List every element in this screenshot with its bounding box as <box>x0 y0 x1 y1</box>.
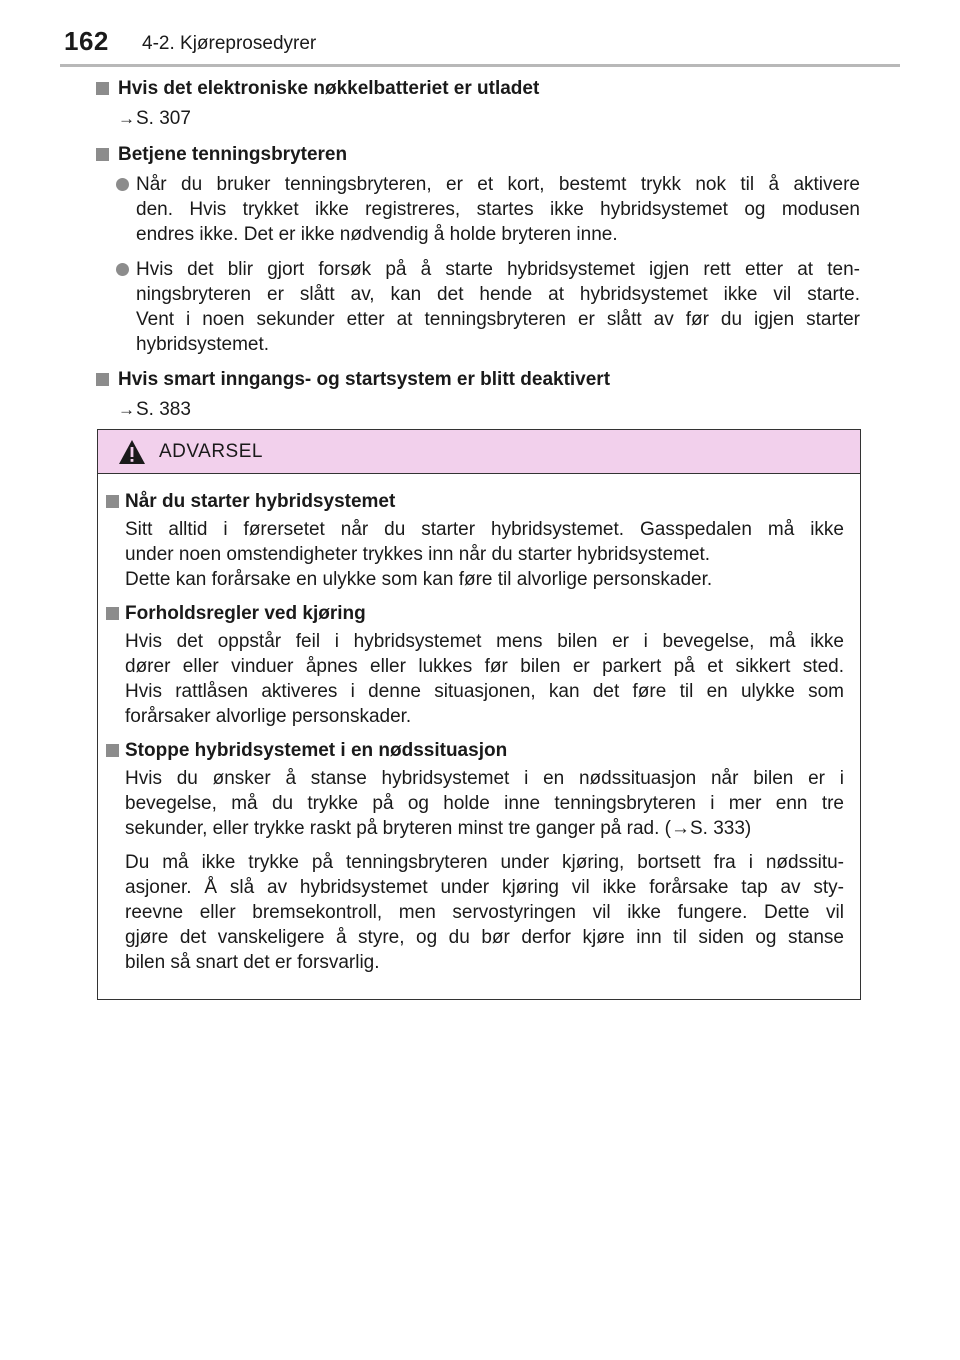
paragraph-line: dører eller vinduer åpnes eller lukkes før bilen er parkert på et sikkert sted. <box>125 656 844 677</box>
paragraph-line: Sitt alltid i førersetet når du starter hybridsystemet. Gasspedalen må ikke <box>125 519 844 540</box>
square-bullet-icon <box>96 82 109 95</box>
heading-text: Betjene tenningsbryteren <box>118 144 348 165</box>
bullet-line: Hvis det blir gjort forsøk på å starte hybridsystemet igjen rett etter at ten- <box>136 259 860 280</box>
main-content <box>96 76 860 433</box>
bullet-line: ningsbryteren er slått av, kan det hende at hybridsystemet ikke vil starte. <box>136 284 860 305</box>
paragraph-line: gjøre det vanskeligere å styre, og du bør derfor kjøre inn til siden og stanse <box>125 927 844 948</box>
warning-triangle-icon <box>118 439 146 465</box>
paragraph-line: forårsaker alvorlige personskader. <box>125 706 412 727</box>
square-bullet-icon <box>106 744 119 757</box>
section-title: 4-2. Kjøreprosedyrer <box>142 33 317 54</box>
paragraph-line: Hvis det oppstår feil i hybridsystemet mens bilen er i bevegelse, må ikke <box>125 631 844 652</box>
paragraph-line: Hvis rattlåsen aktiveres i denne situasjonen, kan det føre til en ulykke som <box>125 681 844 702</box>
bullet-line: hybridsystemet. <box>136 334 270 355</box>
warning-heading-emergency <box>106 738 844 763</box>
reference-text: S. 307 <box>136 108 191 129</box>
warning-box <box>97 429 861 1000</box>
heading-text: Hvis det elektroniske nøkkelbatteriet er utladet <box>118 78 540 99</box>
bullet-line: endres ikke. Det er ikke nødvendig å holde bryteren inne. <box>136 224 618 245</box>
square-bullet-icon <box>106 607 119 620</box>
warning-heading-driving <box>106 601 844 626</box>
heading-battery <box>96 76 860 101</box>
paragraph-line: Du må ikke trykke på tenningsbryteren under kjøring, bortsett fra i nødssitu- <box>125 852 844 873</box>
heading-ignition <box>96 142 860 167</box>
warning-paragraph <box>106 766 844 841</box>
paragraph-line: bilen så snart det er forsvarlig. <box>125 952 380 973</box>
warning-paragraph <box>106 850 844 975</box>
square-bullet-icon <box>106 495 119 508</box>
warning-paragraph <box>106 517 844 592</box>
bullet-item <box>96 172 860 247</box>
paragraph-line: sekunder, eller trykke raskt på bryteren minst tre ganger på rad. (→S. 333) <box>125 818 752 839</box>
circle-bullet-icon <box>116 263 129 276</box>
circle-bullet-icon <box>116 178 129 191</box>
bullet-line: Når du bruker tenningsbryteren, er et kort, bestemt trykk nok til å aktivere <box>136 174 860 195</box>
bullet-line: den. Hvis trykket ikke registreres, startes ikke hybridsystemet og modusen <box>136 199 860 220</box>
paragraph-line: asjoner. Å slå av hybridsystemet under kjøring vil ikke forårsake tap av sty- <box>125 877 844 898</box>
paragraph-line: Hvis du ønsker å stanse hybridsystemet i en nødssituasjon når bilen er i <box>125 768 844 789</box>
page-number: 162 <box>64 26 109 56</box>
reference-text: S. 383 <box>136 399 191 420</box>
warning-body <box>98 474 860 975</box>
square-bullet-icon <box>96 373 109 386</box>
paragraph-line: reevne eller bremsekontroll, men servostyringen vil ikke fungere. Dette vil <box>125 902 844 923</box>
heading-smart-entry <box>96 367 860 392</box>
paragraph-line: Dette kan forårsake en ulykke som kan føre til alvorlige personskader. <box>125 569 713 590</box>
page-reference[interactable] <box>96 106 860 131</box>
warning-paragraph <box>106 629 844 729</box>
header-divider <box>60 64 900 67</box>
heading-text: Forholdsregler ved kjøring <box>125 603 366 624</box>
warning-header <box>98 430 860 474</box>
heading-text: Når du starter hybridsystemet <box>125 491 396 512</box>
page-header <box>0 0 960 66</box>
bullet-item <box>96 257 860 357</box>
paragraph-line: under noen omstendigheter trykkes inn når du starter hybridsystemet. <box>125 544 711 565</box>
heading-text: Stoppe hybridsystemet i en nødssituasjon <box>125 740 508 761</box>
square-bullet-icon <box>96 148 109 161</box>
arrow-right-icon: → <box>118 400 135 419</box>
warning-heading-start <box>106 489 844 514</box>
arrow-right-icon: → <box>118 109 135 128</box>
bullet-line: Vent i noen sekunder etter at tenningsbryteren er slått av før du igjen starter <box>136 309 860 330</box>
warning-title: ADVARSEL <box>159 441 263 462</box>
paragraph-line: bevegelse, må du trykke på og holde inne tenningsbryteren i mer enn tre <box>125 793 844 814</box>
page-reference[interactable] <box>96 397 860 422</box>
heading-text: Hvis smart inngangs- og startsystem er blitt deaktivert <box>118 369 611 390</box>
